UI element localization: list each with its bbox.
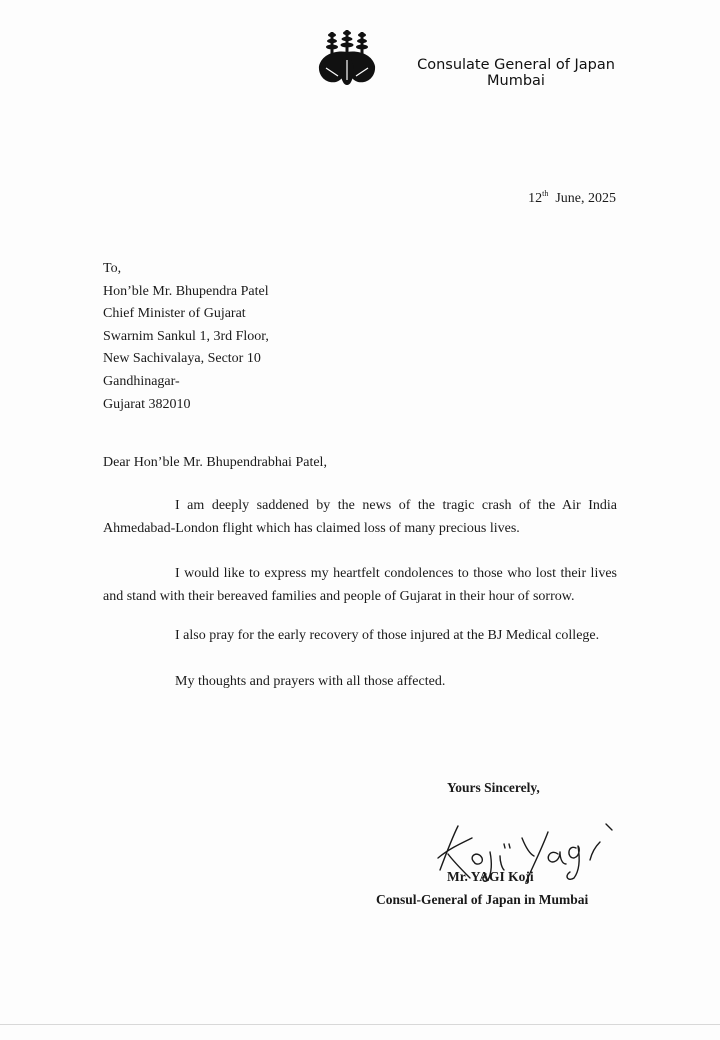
signer-name: Mr. YAGI Koji [447,869,534,884]
address-line: Gandhinagar- [103,373,180,389]
address-line: Gujarat 382010 [103,396,191,412]
body-paragraph: My thoughts and prayers with all those affected. [175,674,446,689]
date-month-year: June, 2025 [555,191,616,206]
closing-phrase: Yours Sincerely, [447,780,540,795]
salutation: Dear Hon’ble Mr. Bhupendrabhai Patel, [103,455,327,470]
body-paragraph: I would like to express my heartfelt condolences to those who lost their lives and stand with their bereaved families and people of Gujarat in their hour of sorrow. [103,566,617,604]
date-day: 12 [528,191,543,206]
consulate-letterhead [400,57,632,89]
body-paragraph: I also pray for the early recovery of those injured at the BJ Medical college. [175,628,600,643]
letter-date [480,189,616,207]
letterhead-org-name: Consulate General of Japan [417,57,615,73]
address-line: Swarnim Sankul 1, 3rd Floor, [103,328,269,344]
page-edge-divider [0,1024,720,1025]
address-line: Chief Minister of Gujarat [103,306,246,322]
address-line: To, [103,261,122,276]
address-line: Hon’ble Mr. Bhupendra Patel [103,283,269,299]
letterhead-city: Mumbai [487,73,545,89]
recipient-address [103,258,269,416]
address-line: New Sachivalaya, Sector 10 [103,351,261,367]
date-day-suffix: th [542,189,549,198]
body-paragraph: I am deeply saddened by the news of the tragic crash of the Air India Ahmedabad-London flight which has claimed loss of many precious lives. [103,498,617,536]
paulownia-crest-icon [316,30,378,88]
signer-title: Consul-General of Japan in Mumbai [376,892,589,907]
